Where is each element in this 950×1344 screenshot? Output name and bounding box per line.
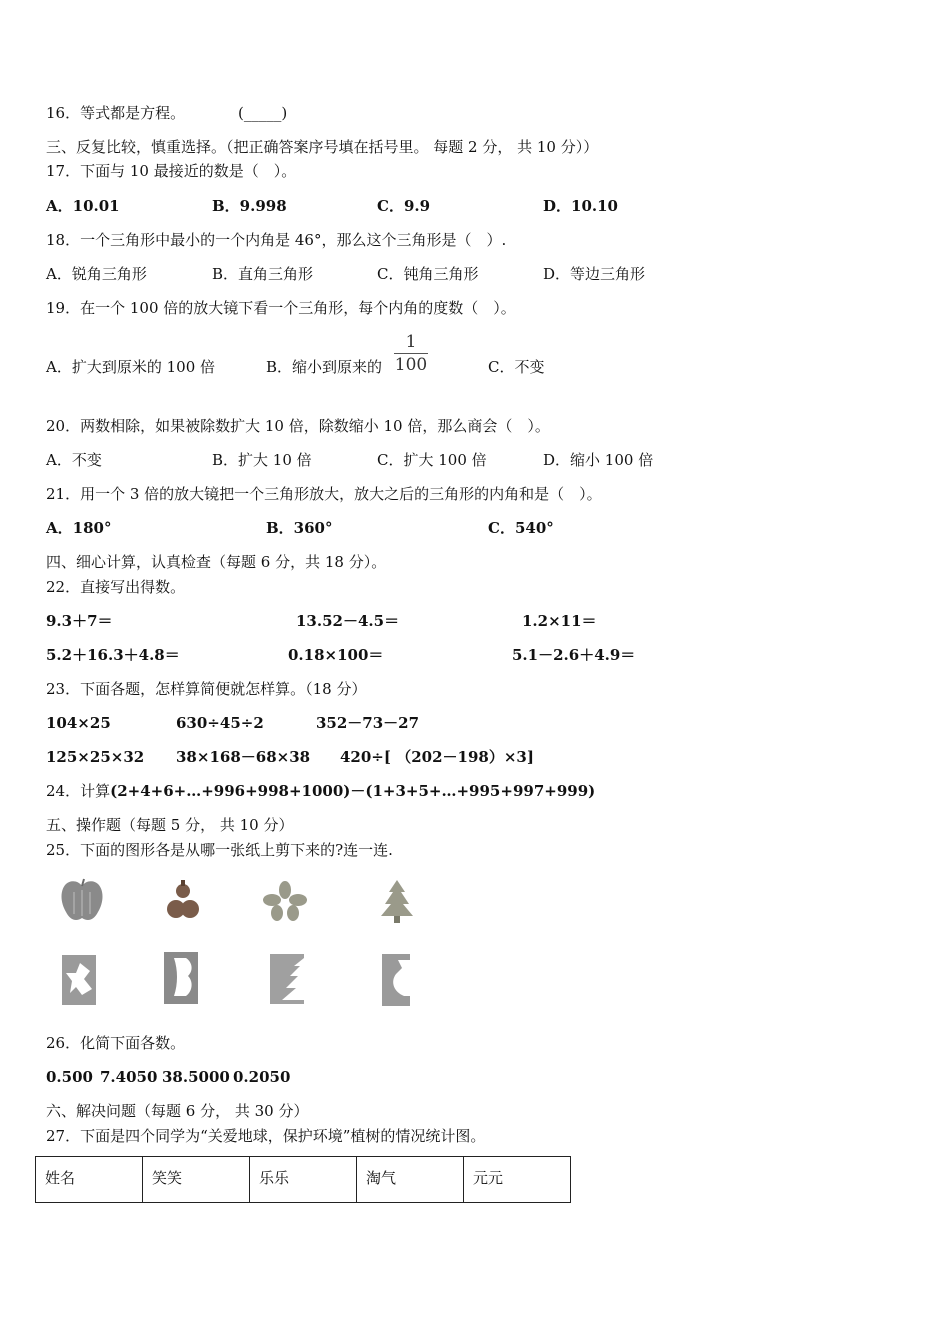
q17-option-d[interactable]: D．10.10 — [543, 197, 618, 215]
section-3-heading: 三、反复比较，慎重选择。（把正确答案序号填在括号里。 每题 2 分， 共 10 分）） — [46, 138, 599, 156]
table-cell: 乐乐 — [250, 1157, 357, 1203]
q17-option-c[interactable]: C．9.9 — [377, 197, 431, 215]
q22-item: 5.2＋16.3＋4.8＝ — [46, 646, 180, 664]
q24-expression: (2+4+6+…+996+998+1000)－(1+3+5+…+995+997+999) — [110, 782, 596, 800]
paper-sheet-c-icon[interactable] — [268, 952, 308, 1006]
q26-value: 0.2050 — [233, 1068, 291, 1086]
q22-item: 13.52－4.5＝ — [296, 612, 400, 630]
q23-item: 104×25 — [46, 714, 111, 732]
q16-text: 16．等式都是方程。 — [46, 104, 186, 122]
q21-option-b[interactable]: B．360° — [266, 519, 333, 537]
q20-stem: 20．两数相除，如果被除数扩大 10 倍，除数缩小 10 倍，那么商会（ ）。 — [46, 417, 550, 435]
q23-item: 420÷[ （202－198）×3] — [340, 748, 534, 766]
q25-stem: 25．下面的图形各是从哪一张纸上剪下来的?连一连. — [46, 841, 393, 859]
section-5-heading: 五、操作题（每题 5 分， 共 10 分） — [46, 816, 294, 834]
q21-stem: 21．用一个 3 倍的放大镜把一个三角形放大，放大之后的三角形的内角和是（ ）。 — [46, 485, 602, 503]
q18-option-c[interactable]: C．钝角三角形 — [377, 265, 479, 283]
q21-option-c[interactable]: C．540° — [488, 519, 554, 537]
q17-option-a[interactable]: A．10.01 — [46, 197, 120, 215]
q26-value: 0.500 — [46, 1068, 93, 1086]
paper-sheet-b-icon[interactable] — [160, 950, 202, 1006]
q20-option-c[interactable]: C．扩大 100 倍 — [377, 451, 487, 469]
q16-answer-blank[interactable]: (_____) — [238, 104, 288, 122]
paper-sheet-d-icon[interactable] — [380, 952, 416, 1008]
table-cell: 笑笑 — [143, 1157, 250, 1203]
q22-item: 1.2×11＝ — [522, 612, 597, 630]
q19-option-b[interactable]: B．缩小到原来的 — [266, 358, 383, 376]
q23-stem: 23．下面各题，怎样算简便就怎样算。（18 分） — [46, 680, 367, 698]
q18-stem: 18．一个三角形中最小的一个内角是 46°，那么这个三角形是（ ）. — [46, 231, 507, 249]
tree-planting-table — [35, 1156, 571, 1203]
q18-option-d[interactable]: D．等边三角形 — [543, 265, 646, 283]
table-row — [36, 1157, 571, 1203]
q17-stem: 17．下面与 10 最接近的数是（ ）。 — [46, 162, 297, 180]
q24-prefix: 24．计算 — [46, 782, 111, 800]
q22-item: 0.18×100＝ — [288, 646, 384, 664]
paper-sheet-a-icon[interactable] — [60, 953, 100, 1007]
fraction-bar — [394, 353, 428, 354]
q18-option-b[interactable]: B．直角三角形 — [212, 265, 314, 283]
q18-option-a[interactable]: A．锐角三角形 — [46, 265, 147, 283]
tree-shape-icon[interactable] — [375, 878, 419, 924]
q19-fraction — [394, 332, 428, 375]
q17-option-b[interactable]: B．9.998 — [212, 197, 287, 215]
fraction-denominator: 100 — [394, 355, 428, 375]
gourd-shape-icon[interactable] — [163, 878, 203, 924]
q22-item: 9.3＋7＝ — [46, 612, 113, 630]
flower-shape-icon[interactable] — [262, 880, 308, 922]
q22-item: 5.1－2.6＋4.9＝ — [512, 646, 636, 664]
q22-stem: 22．直接写出得数。 — [46, 578, 186, 596]
q19-stem: 19．在一个 100 倍的放大镜下看一个三角形，每个内角的度数（ ）。 — [46, 299, 516, 317]
q24-stem — [46, 781, 595, 801]
q23-item: 630÷45÷2 — [176, 714, 264, 732]
q19-option-c[interactable]: C．不变 — [488, 358, 545, 376]
apple-shape-icon[interactable] — [58, 878, 106, 924]
q27-stem: 27．下面是四个同学为“关爱地球，保护环境”植树的情况统计图。 — [46, 1127, 486, 1145]
q23-item: 125×25×32 — [46, 748, 145, 766]
q23-item: 352－73－27 — [316, 714, 420, 732]
table-cell: 元元 — [464, 1157, 571, 1203]
q21-option-a[interactable]: A．180° — [46, 519, 112, 537]
section-6-heading: 六、解决问题（每题 6 分， 共 30 分） — [46, 1102, 309, 1120]
q26-stem: 26．化简下面各数。 — [46, 1034, 186, 1052]
q26-value: 38.5000 — [162, 1068, 230, 1086]
q19-option-a[interactable]: A．扩大到原米的 100 倍 — [46, 358, 215, 376]
q20-option-d[interactable]: D．缩小 100 倍 — [543, 451, 654, 469]
fraction-numerator: 1 — [405, 332, 417, 352]
q23-item: 38×168－68×38 — [176, 748, 311, 766]
table-cell: 淘气 — [357, 1157, 464, 1203]
section-4-heading: 四、细心计算，认真检查（每题 6 分，共 18 分）。 — [46, 553, 387, 571]
q20-option-b[interactable]: B．扩大 10 倍 — [212, 451, 312, 469]
table-cell: 姓名 — [36, 1157, 143, 1203]
q26-value: 7.4050 — [100, 1068, 158, 1086]
q20-option-a[interactable]: A．不变 — [46, 451, 102, 469]
